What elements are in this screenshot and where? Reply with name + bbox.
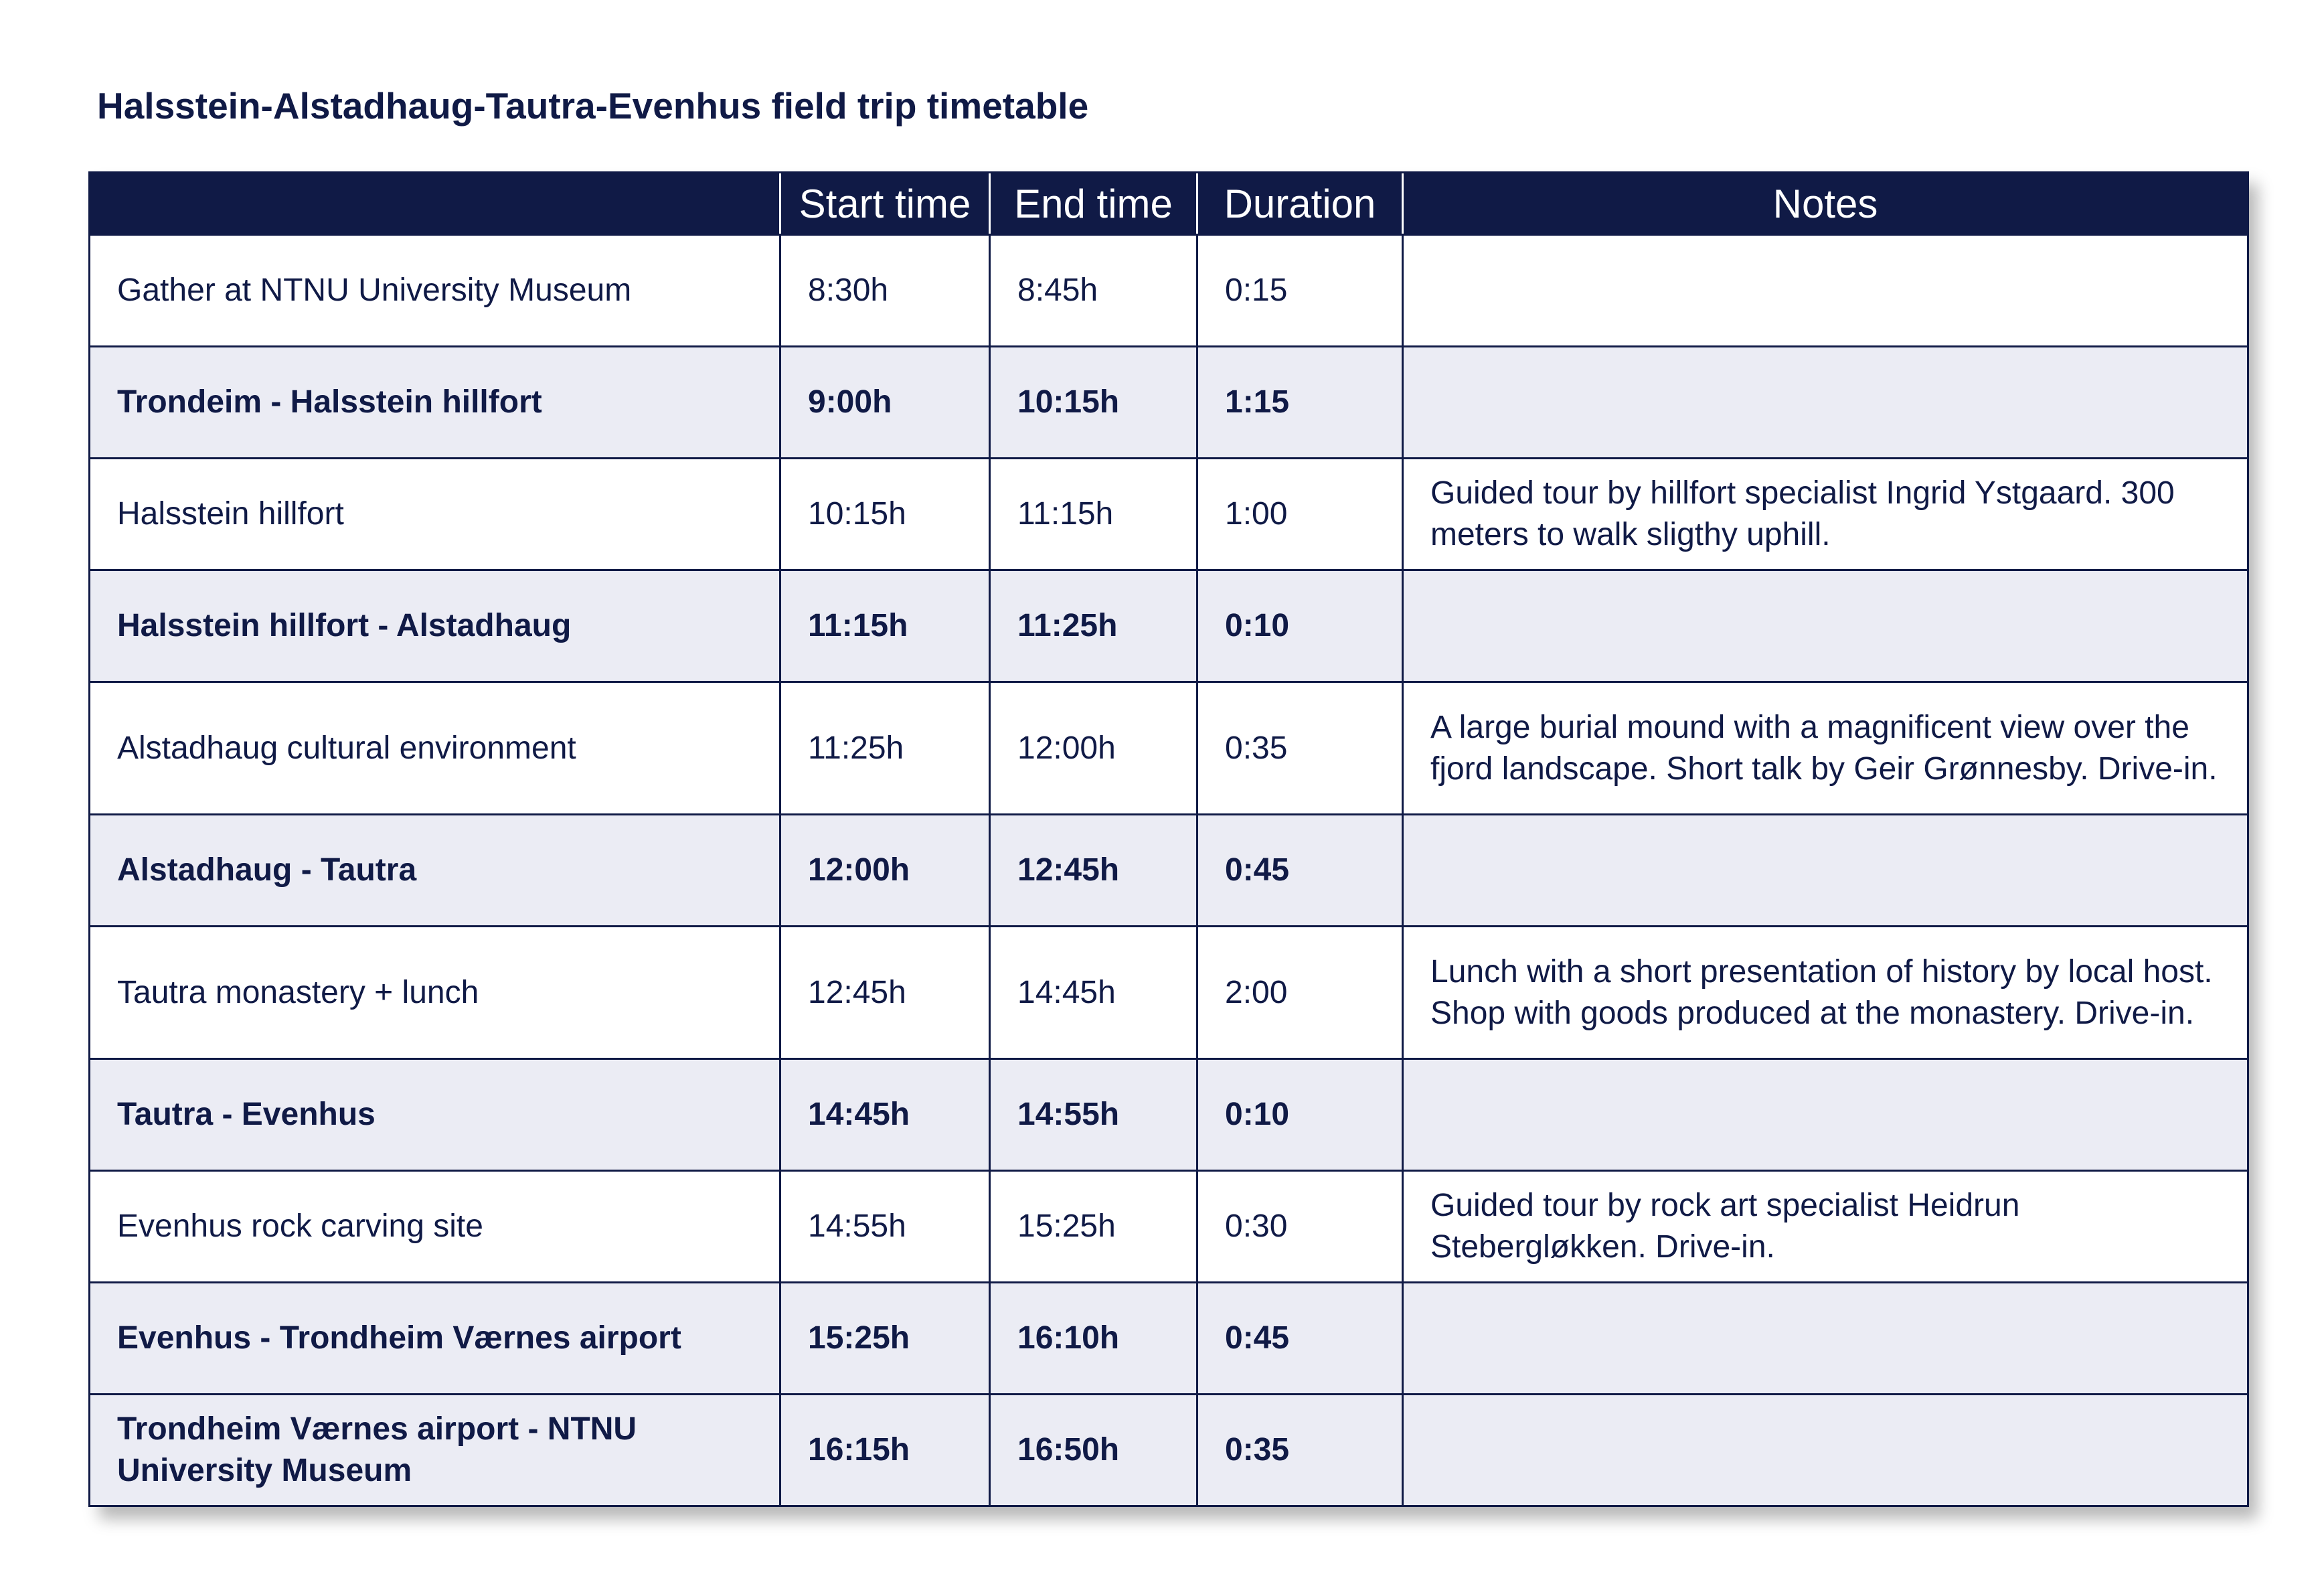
activity-cell: Evenhus rock carving site bbox=[90, 1171, 780, 1283]
header-activity bbox=[90, 173, 780, 235]
start-time-cell: 15:25h bbox=[780, 1283, 990, 1395]
notes-cell bbox=[1403, 1059, 2248, 1171]
activity-cell: Tautra - Evenhus bbox=[90, 1059, 780, 1171]
notes-cell bbox=[1403, 347, 2248, 459]
table-row bbox=[90, 682, 2248, 815]
timetable bbox=[88, 171, 2249, 1507]
table-row bbox=[90, 1059, 2248, 1171]
start-time-cell: 11:25h bbox=[780, 682, 990, 815]
activity-cell: Evenhus - Trondheim Værnes airport bbox=[90, 1283, 780, 1395]
duration-cell: 0:10 bbox=[1197, 570, 1403, 682]
duration-cell: 0:30 bbox=[1197, 1171, 1403, 1283]
table-row bbox=[90, 1283, 2248, 1395]
end-time-cell: 12:00h bbox=[990, 682, 1197, 815]
start-time-cell: 14:55h bbox=[780, 1171, 990, 1283]
end-time-cell: 14:45h bbox=[990, 927, 1197, 1059]
table-row bbox=[90, 235, 2248, 347]
notes-cell: Guided tour by hillfort specialist Ingrid Ystgaard. 300 meters to walk sligthy uphill. bbox=[1403, 459, 2248, 570]
end-time-cell: 11:25h bbox=[990, 570, 1197, 682]
end-time-cell: 15:25h bbox=[990, 1171, 1197, 1283]
duration-cell: 0:10 bbox=[1197, 1059, 1403, 1171]
table-row bbox=[90, 1395, 2248, 1506]
notes-cell bbox=[1403, 1283, 2248, 1395]
table-row bbox=[90, 459, 2248, 570]
start-time-cell: 8:30h bbox=[780, 235, 990, 347]
duration-cell: 1:00 bbox=[1197, 459, 1403, 570]
duration-cell: 1:15 bbox=[1197, 347, 1403, 459]
duration-cell: 2:00 bbox=[1197, 927, 1403, 1059]
header-duration: Duration bbox=[1197, 173, 1403, 235]
start-time-cell: 10:15h bbox=[780, 459, 990, 570]
end-time-cell: 14:55h bbox=[990, 1059, 1197, 1171]
notes-cell: Guided tour by rock art specialist Heidrun Stebergløkken. Drive-in. bbox=[1403, 1171, 2248, 1283]
header-row bbox=[90, 173, 2248, 235]
end-time-cell: 16:10h bbox=[990, 1283, 1197, 1395]
notes-cell bbox=[1403, 1395, 2248, 1506]
notes-cell bbox=[1403, 815, 2248, 927]
activity-cell: Tautra monastery + lunch bbox=[90, 927, 780, 1059]
end-time-cell: 11:15h bbox=[990, 459, 1197, 570]
duration-cell: 0:15 bbox=[1197, 235, 1403, 347]
end-time-cell: 16:50h bbox=[990, 1395, 1197, 1506]
activity-cell: Alstadhaug cultural environment bbox=[90, 682, 780, 815]
duration-cell: 0:35 bbox=[1197, 1395, 1403, 1506]
activity-cell: Halsstein hillfort bbox=[90, 459, 780, 570]
page-title: Halsstein-Alstadhaug-Tautra-Evenhus field trip timetable bbox=[97, 85, 1089, 127]
activity-cell: Gather at NTNU University Museum bbox=[90, 235, 780, 347]
start-time-cell: 12:00h bbox=[780, 815, 990, 927]
header-end-time: End time bbox=[990, 173, 1197, 235]
notes-cell bbox=[1403, 570, 2248, 682]
table-row bbox=[90, 1171, 2248, 1283]
duration-cell: 0:45 bbox=[1197, 815, 1403, 927]
end-time-cell: 12:45h bbox=[990, 815, 1197, 927]
duration-cell: 0:45 bbox=[1197, 1283, 1403, 1395]
end-time-cell: 8:45h bbox=[990, 235, 1197, 347]
table-row bbox=[90, 347, 2248, 459]
header-notes: Notes bbox=[1403, 173, 2248, 235]
notes-cell: A large burial mound with a magnificent view over the fjord landscape. Short talk by Geir Grønnesby. Drive-in. bbox=[1403, 682, 2248, 815]
header-start-time: Start time bbox=[780, 173, 990, 235]
start-time-cell: 11:15h bbox=[780, 570, 990, 682]
activity-cell: Halsstein hillfort - Alstadhaug bbox=[90, 570, 780, 682]
notes-cell bbox=[1403, 235, 2248, 347]
activity-cell: Trondheim Værnes airport - NTNU University Museum bbox=[90, 1395, 780, 1506]
duration-cell: 0:35 bbox=[1197, 682, 1403, 815]
table-row bbox=[90, 815, 2248, 927]
start-time-cell: 14:45h bbox=[780, 1059, 990, 1171]
end-time-cell: 10:15h bbox=[990, 347, 1197, 459]
table-row bbox=[90, 570, 2248, 682]
start-time-cell: 12:45h bbox=[780, 927, 990, 1059]
start-time-cell: 16:15h bbox=[780, 1395, 990, 1506]
activity-cell: Trondeim - Halsstein hillfort bbox=[90, 347, 780, 459]
activity-cell: Alstadhaug - Tautra bbox=[90, 815, 780, 927]
notes-cell: Lunch with a short presentation of history by local host. Shop with goods produced at the monastery. Drive-in. bbox=[1403, 927, 2248, 1059]
timetable-container bbox=[88, 171, 2247, 1507]
table-row bbox=[90, 927, 2248, 1059]
start-time-cell: 9:00h bbox=[780, 347, 990, 459]
